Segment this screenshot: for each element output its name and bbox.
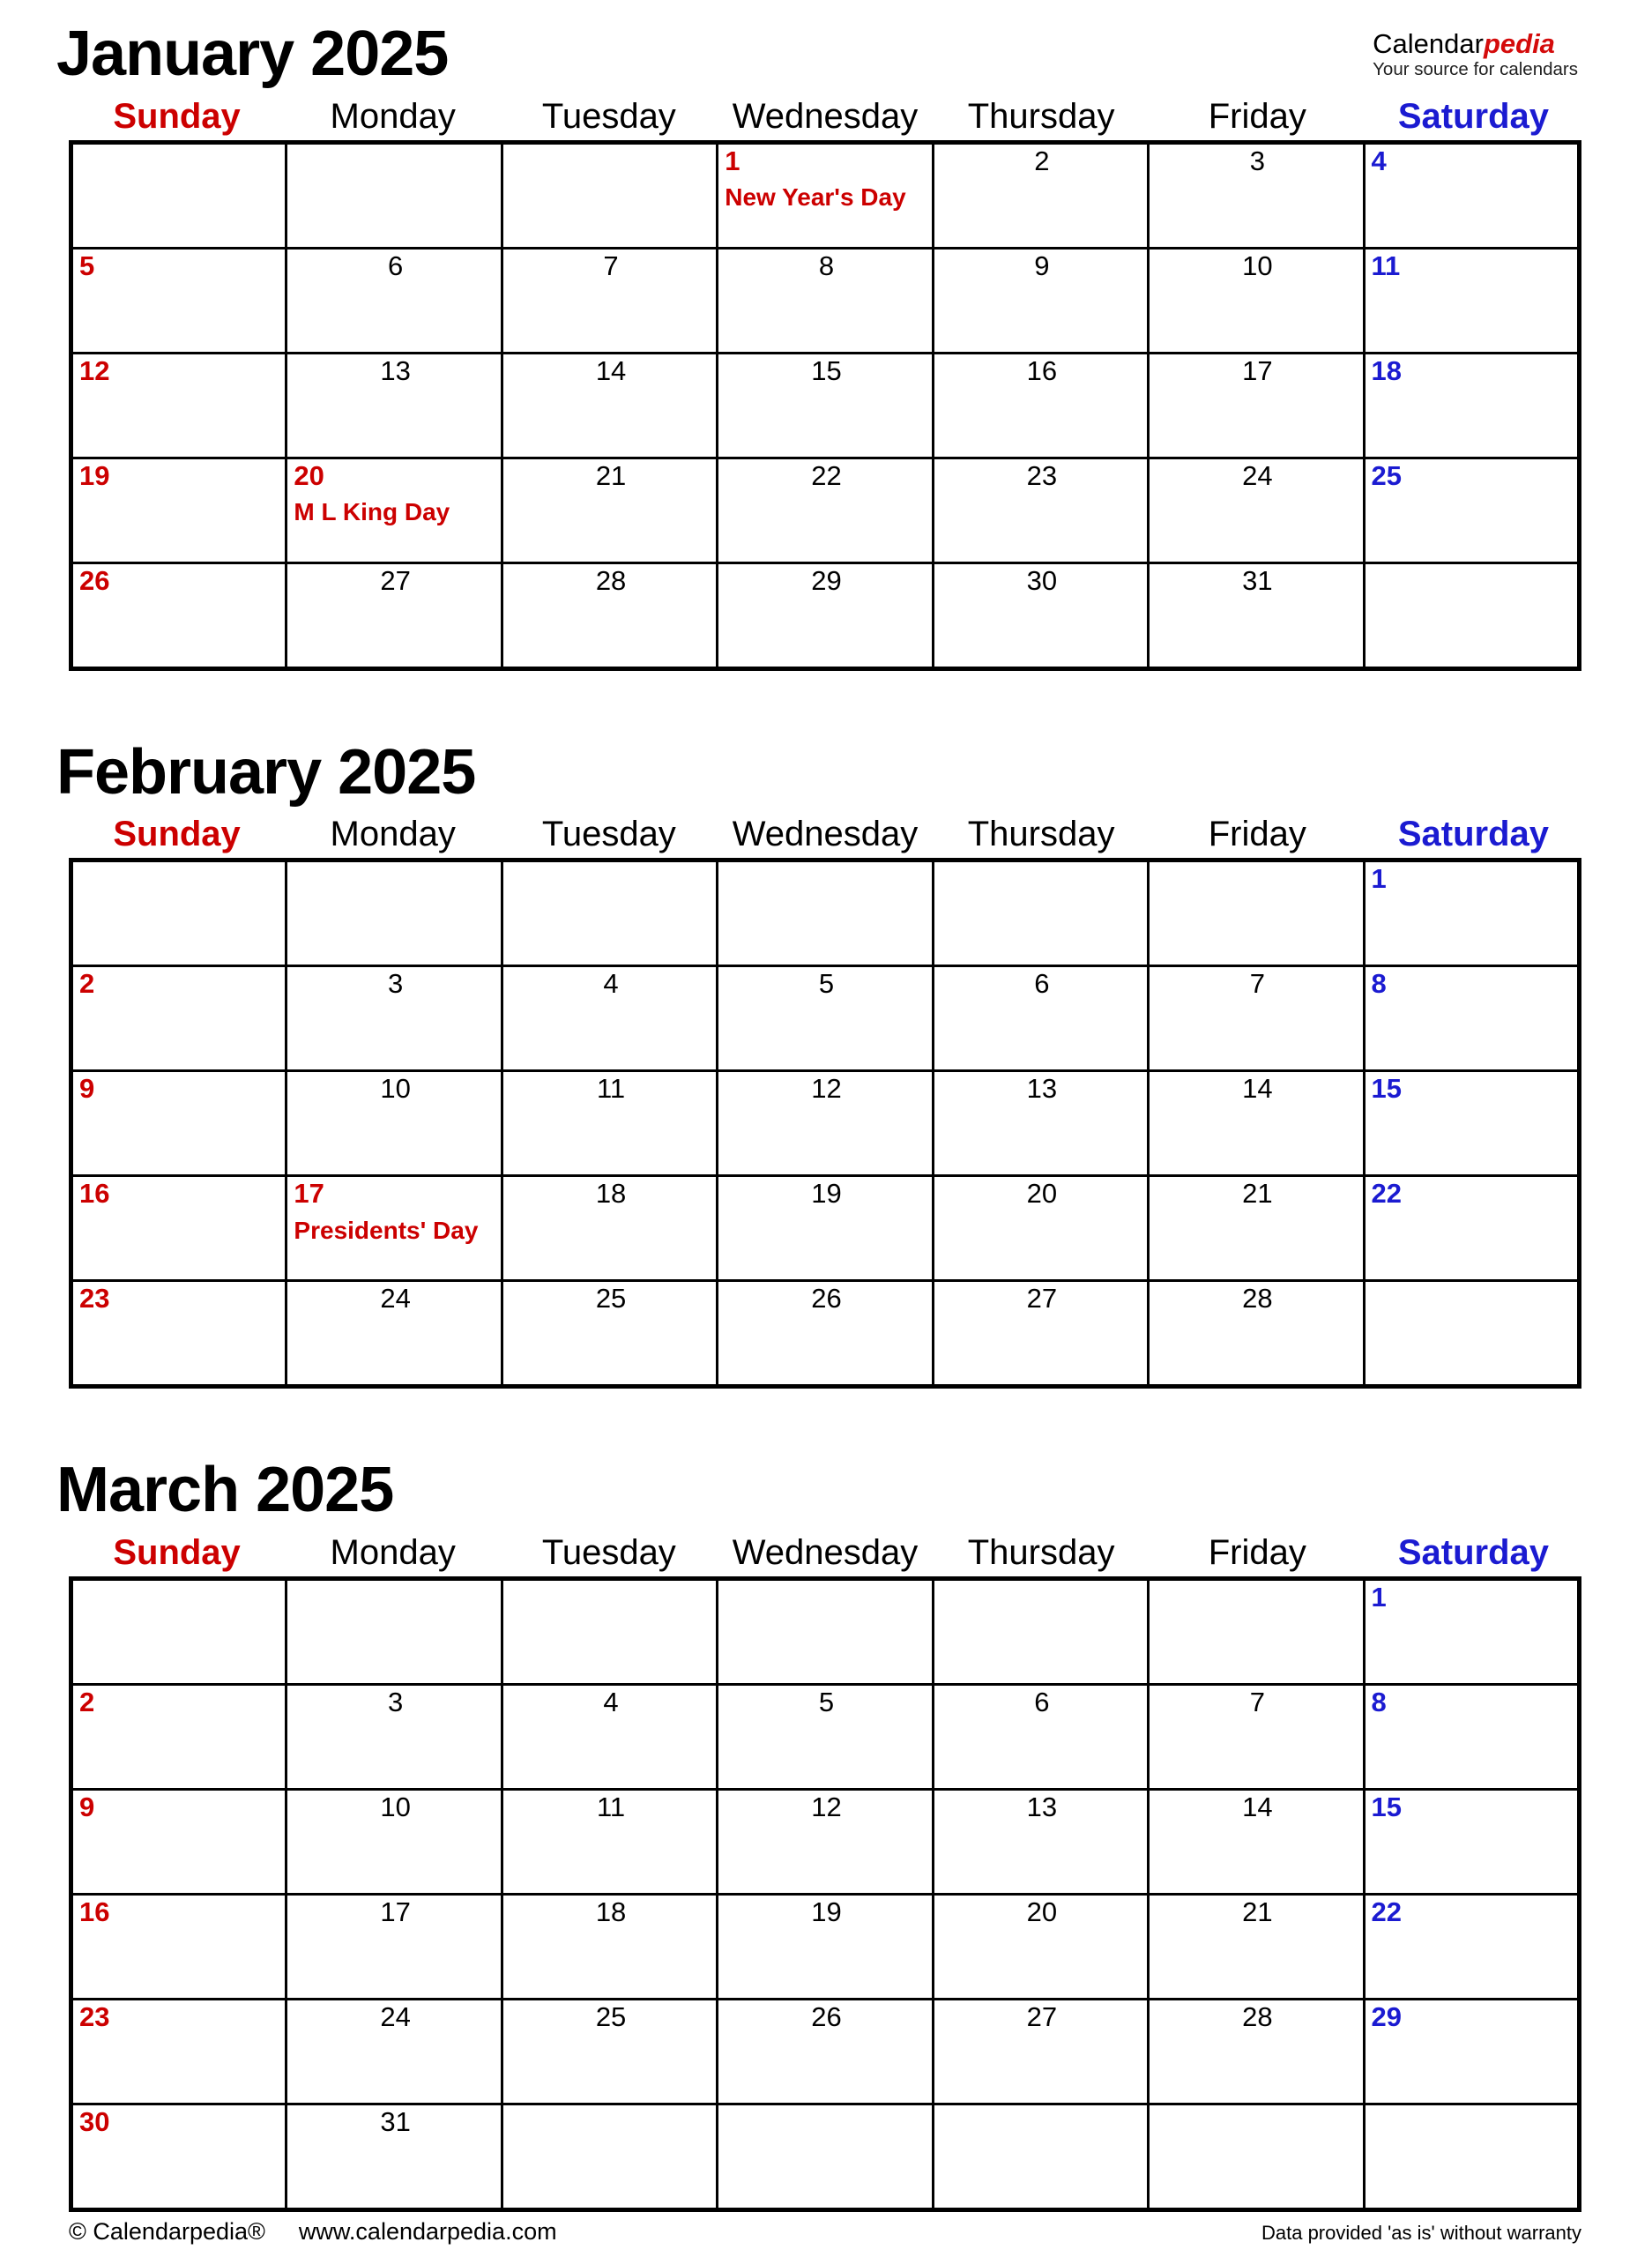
- calendar-cell: [933, 1071, 1148, 1176]
- day-number: 5: [79, 250, 95, 281]
- calendar-cell: [718, 1071, 933, 1176]
- day-number: 27: [380, 564, 411, 596]
- calendar-cell: [718, 142, 933, 248]
- day-number: 13: [1026, 1791, 1058, 1822]
- calendar-cell: [502, 1789, 717, 1894]
- calendar-cell: [1364, 1176, 1579, 1281]
- weekday-header-monday: Monday: [330, 1532, 456, 1572]
- day-number: 10: [1242, 250, 1273, 281]
- day-number: 30: [1026, 564, 1058, 596]
- day-number: 3: [388, 968, 404, 1000]
- calendar-cell: [286, 2104, 502, 2209]
- calendar-cell: [502, 1999, 717, 2104]
- day-number: 12: [811, 1073, 842, 1105]
- weekday-header-sunday: Sunday: [113, 1532, 241, 1572]
- calendar-cell: [933, 248, 1148, 353]
- weekday-header-row: [69, 815, 1581, 853]
- month-title-february: February 2025: [56, 736, 476, 808]
- day-number: 8: [1371, 968, 1387, 1000]
- day-number: 19: [811, 1896, 842, 1927]
- day-number: 5: [818, 968, 835, 1000]
- day-number: 9: [79, 1791, 95, 1822]
- day-number: 17: [294, 1178, 324, 1210]
- brand-wordmark-red: pedia: [1483, 28, 1555, 59]
- calendar-cell: [286, 1789, 502, 1894]
- calendar-cell: [933, 1578, 1148, 1684]
- calendar-cell: [286, 1071, 502, 1176]
- calendar-cell: [1364, 860, 1579, 966]
- day-number: 7: [603, 250, 619, 281]
- calendar-cell: [286, 1999, 502, 2104]
- calendar-cell: [502, 142, 717, 248]
- week-row: [71, 2104, 1580, 2209]
- day-number: 19: [79, 459, 110, 491]
- calendar-cell: [286, 458, 502, 562]
- day-number: 19: [811, 1178, 842, 1210]
- calendar-cell: [1149, 1789, 1364, 1894]
- day-number: 11: [596, 1073, 626, 1105]
- calendar-cell: [286, 966, 502, 1071]
- day-number: 8: [1371, 1686, 1387, 1717]
- day-number: 26: [79, 564, 110, 596]
- calendar-cell: [1149, 966, 1364, 1071]
- calendar-cell: [71, 458, 286, 562]
- day-number: 12: [811, 1791, 842, 1822]
- calendar-cell: [1149, 860, 1364, 966]
- month-title-march: March 2025: [56, 1455, 394, 1526]
- day-number: 16: [79, 1896, 110, 1927]
- calendar-cell: [286, 1684, 502, 1789]
- calendar-cell: [286, 860, 502, 966]
- calendar-grid-january: [69, 140, 1581, 671]
- calendar-cell: [286, 248, 502, 353]
- calendar-cell: [933, 353, 1148, 458]
- day-number: 6: [388, 250, 404, 281]
- day-number: 20: [1026, 1178, 1058, 1210]
- day-number: 29: [811, 564, 842, 596]
- calendar-cell: [718, 458, 933, 562]
- calendar-cell: [1149, 142, 1364, 248]
- calendar-cell: [71, 1999, 286, 2104]
- day-number: 23: [79, 1283, 110, 1315]
- day-number: 3: [1249, 145, 1265, 176]
- day-number: 27: [1026, 2000, 1058, 2032]
- calendar-cell: [286, 1894, 502, 1999]
- day-number: 25: [595, 1283, 627, 1315]
- calendar-cell: [71, 142, 286, 248]
- calendar-cell: [71, 1281, 286, 1387]
- day-number: 14: [1242, 1791, 1273, 1822]
- day-number: 28: [1242, 2000, 1273, 2032]
- day-number: 4: [603, 968, 619, 1000]
- calendar-cell: [1364, 1684, 1579, 1789]
- day-number: 15: [811, 354, 842, 386]
- calendar-grid-february: [69, 858, 1581, 1389]
- weekday-header-sunday: Sunday: [113, 815, 241, 854]
- brand-tagline: Your source for calendars: [1373, 58, 1578, 79]
- weekday-header-wednesday: Wednesday: [732, 815, 919, 854]
- day-number: 2: [79, 1686, 95, 1717]
- day-number: 9: [79, 1073, 95, 1105]
- calendar-cell: [1364, 1894, 1579, 1999]
- calendar-cell: [71, 1071, 286, 1176]
- day-number: 3: [388, 1686, 404, 1717]
- calendar-cell: [1149, 1684, 1364, 1789]
- month-section-february: [56, 736, 1581, 1389]
- calendar-cell: [502, 2104, 717, 2209]
- day-number: 1: [725, 145, 740, 176]
- calendar-cell: [1364, 1281, 1579, 1387]
- weekday-header-tuesday: Tuesday: [541, 1532, 676, 1572]
- brand-wordmark-black: Calendar: [1373, 28, 1484, 59]
- calendar-cell: [933, 966, 1148, 1071]
- day-number: 15: [1371, 1073, 1403, 1105]
- calendar-cell: [933, 1894, 1148, 1999]
- calendar-cell: [71, 860, 286, 966]
- day-number: 11: [1371, 250, 1401, 281]
- week-row: [71, 1894, 1580, 1999]
- calendar-cell: [1364, 248, 1579, 353]
- calendar-cell: [718, 1999, 933, 2104]
- calendar-cell: [1149, 1071, 1364, 1176]
- day-number: 4: [1371, 145, 1387, 176]
- day-number: 31: [1242, 564, 1273, 596]
- week-row: [71, 248, 1580, 353]
- day-number: 31: [380, 2105, 411, 2137]
- weekday-header-friday: Friday: [1208, 96, 1306, 136]
- calendar-cell: [71, 2104, 286, 2209]
- day-number: 7: [1249, 968, 1265, 1000]
- calendar-cell: [1149, 562, 1364, 668]
- week-row: [71, 1578, 1580, 1684]
- calendar-cell: [502, 1071, 717, 1176]
- day-number: 28: [595, 564, 627, 596]
- footer-left: [69, 2218, 557, 2246]
- weekday-header-friday: Friday: [1208, 815, 1306, 854]
- calendar-cell: [1364, 2104, 1579, 2209]
- weekday-header-monday: Monday: [330, 96, 456, 136]
- calendar-cell: [718, 1578, 933, 1684]
- weekday-header-thursday: Thursday: [967, 96, 1115, 136]
- calendar-cell: [286, 1176, 502, 1281]
- holiday-label: M L King Day: [294, 498, 450, 526]
- day-number: 1: [1371, 1581, 1387, 1613]
- day-number: 26: [811, 1283, 842, 1315]
- calendar-cell: [502, 458, 717, 562]
- calendar-cell: [1364, 353, 1579, 458]
- calendar-cell: [502, 860, 717, 966]
- calendar-cell: [71, 1894, 286, 1999]
- day-number: 23: [79, 2000, 110, 2032]
- weekday-header-saturday: Saturday: [1397, 815, 1549, 854]
- footer: [69, 2218, 1581, 2246]
- month-title-january: January 2025: [56, 19, 449, 89]
- calendar-cell: [502, 1894, 717, 1999]
- calendar-cell: [71, 966, 286, 1071]
- calendar-cell: [1364, 1071, 1579, 1176]
- calendar-cell: [933, 1789, 1148, 1894]
- calendar-cell: [1149, 1894, 1364, 1999]
- weekday-header-saturday: Saturday: [1397, 96, 1549, 136]
- calendar-cell: [71, 1684, 286, 1789]
- day-number: 2: [1034, 145, 1050, 176]
- calendar-cell: [933, 1176, 1148, 1281]
- day-number: 23: [1026, 459, 1058, 491]
- calendar-cell: [71, 1176, 286, 1281]
- day-number: 6: [1034, 968, 1050, 1000]
- calendar-cell: [1149, 458, 1364, 562]
- calendar-cell: [1149, 353, 1364, 458]
- day-number: 24: [380, 2000, 411, 2032]
- calendar-cell: [286, 1281, 502, 1387]
- week-row: [71, 142, 1580, 248]
- week-row: [71, 1071, 1580, 1176]
- calendar-cell: [718, 1894, 933, 1999]
- calendar-cell: [286, 353, 502, 458]
- day-number: 27: [1026, 1283, 1058, 1315]
- week-row: [71, 562, 1580, 668]
- day-number: 20: [294, 459, 324, 491]
- week-row: [71, 1281, 1580, 1387]
- calendar-cell: [933, 562, 1148, 668]
- day-number: 8: [818, 250, 835, 281]
- day-number: 17: [380, 1896, 411, 1927]
- day-number: 13: [380, 354, 411, 386]
- day-number: 20: [1026, 1896, 1058, 1927]
- calendar-cell: [286, 142, 502, 248]
- calendar-cell: [71, 562, 286, 668]
- weekday-header-friday: Friday: [1208, 1532, 1306, 1572]
- day-number: 22: [811, 459, 842, 491]
- calendar-cell: [718, 2104, 933, 2209]
- day-number: 5: [818, 1686, 835, 1717]
- calendar-cell: [718, 966, 933, 1071]
- day-number: 18: [1371, 354, 1403, 386]
- calendar-cell: [71, 1578, 286, 1684]
- calendar-cell: [933, 458, 1148, 562]
- calendar-cell: [71, 248, 286, 353]
- day-number: 14: [1242, 1073, 1273, 1105]
- day-number: 1: [1371, 863, 1387, 895]
- calendar-cell: [71, 353, 286, 458]
- calendar-cell: [718, 1684, 933, 1789]
- weekday-header-monday: Monday: [330, 815, 456, 854]
- day-number: 18: [595, 1896, 627, 1927]
- day-number: 22: [1371, 1178, 1403, 1210]
- day-number: 13: [1026, 1073, 1058, 1105]
- calendar-cell: [718, 1176, 933, 1281]
- calendar-cell: [1149, 2104, 1364, 2209]
- day-number: 10: [380, 1791, 411, 1822]
- day-number: 2: [79, 968, 95, 1000]
- calendar-cell: [718, 1281, 933, 1387]
- calendar-cell: [1149, 248, 1364, 353]
- calendar-cell: [502, 248, 717, 353]
- calendar-cell: [502, 1281, 717, 1387]
- month-section-january: [56, 19, 1581, 671]
- calendar-cell: [1364, 1999, 1579, 2104]
- day-number: 17: [1242, 354, 1273, 386]
- day-number: 6: [1034, 1686, 1050, 1717]
- calendar-cell: [1364, 966, 1579, 1071]
- calendar-cell: [502, 1176, 717, 1281]
- calendar-cell: [1364, 1578, 1579, 1684]
- calendar-cell: [502, 562, 717, 668]
- day-number: 14: [595, 354, 627, 386]
- month-section-march: [56, 1455, 1581, 2212]
- calendar-cell: [502, 1684, 717, 1789]
- calendar-cell: [286, 1578, 502, 1684]
- day-number: 7: [1249, 1686, 1265, 1717]
- weekday-header-saturday: Saturday: [1397, 1532, 1549, 1572]
- calendar-cell: [1364, 458, 1579, 562]
- calendar-cell: [71, 1789, 286, 1894]
- day-number: 28: [1242, 1283, 1273, 1315]
- day-number: 11: [596, 1791, 626, 1822]
- day-number: 26: [811, 2000, 842, 2032]
- calendar-cell: [1364, 142, 1579, 248]
- day-number: 12: [79, 354, 110, 386]
- calendar-cell: [1149, 1176, 1364, 1281]
- weekday-header-thursday: Thursday: [967, 1532, 1115, 1572]
- holiday-label: New Year's Day: [725, 183, 906, 212]
- calendar-cell: [1149, 1999, 1364, 2104]
- calendar-cell: [933, 1999, 1148, 2104]
- holiday-label: Presidents' Day: [294, 1216, 479, 1244]
- calendar-cell: [502, 1578, 717, 1684]
- day-number: 21: [1242, 1896, 1273, 1927]
- day-number: 29: [1371, 2000, 1403, 2032]
- day-number: 18: [595, 1178, 627, 1210]
- calendar-cell: [1364, 1789, 1579, 1894]
- calendar-cell: [718, 562, 933, 668]
- calendar-cell: [718, 353, 933, 458]
- calendar-cell: [933, 142, 1148, 248]
- calendar-cell: [1149, 1578, 1364, 1684]
- weekday-header-tuesday: Tuesday: [541, 815, 676, 854]
- day-number: 24: [1242, 459, 1273, 491]
- weekday-header-row: [69, 97, 1581, 136]
- day-number: 25: [595, 2000, 627, 2032]
- footer-url: www.calendarpedia.com: [298, 2217, 557, 2245]
- day-number: 16: [1026, 354, 1058, 386]
- calendar-cell: [718, 248, 933, 353]
- week-row: [71, 458, 1580, 562]
- week-row: [71, 1176, 1580, 1281]
- calendar-cell: [933, 1281, 1148, 1387]
- calendar-cell: [718, 1789, 933, 1894]
- calendar-cell: [502, 353, 717, 458]
- calendar-cell: [933, 1684, 1148, 1789]
- week-row: [71, 1999, 1580, 2104]
- day-number: 24: [380, 1283, 411, 1315]
- weekday-header-thursday: Thursday: [967, 815, 1115, 854]
- calendar-cell: [502, 966, 717, 1071]
- weekday-header-wednesday: Wednesday: [732, 1532, 919, 1572]
- weekday-header-tuesday: Tuesday: [541, 96, 676, 136]
- week-row: [71, 353, 1580, 458]
- calendar-cell: [718, 860, 933, 966]
- calendar-grid-march: [69, 1576, 1581, 2212]
- footer-copyright: © Calendarpedia®: [69, 2217, 265, 2245]
- week-row: [71, 966, 1580, 1071]
- calendar-cell: [933, 2104, 1148, 2209]
- week-row: [71, 1684, 1580, 1789]
- calendar-cell: [933, 860, 1148, 966]
- weekday-header-wednesday: Wednesday: [732, 96, 919, 136]
- calendar-cell: [1149, 1281, 1364, 1387]
- day-number: 21: [1242, 1178, 1273, 1210]
- week-row: [71, 1789, 1580, 1894]
- weekday-header-sunday: Sunday: [113, 96, 241, 136]
- day-number: 15: [1371, 1791, 1403, 1822]
- day-number: 9: [1034, 250, 1050, 281]
- calendar-cell: [286, 562, 502, 668]
- day-number: 4: [603, 1686, 619, 1717]
- weekday-header-row: [69, 1533, 1581, 1572]
- day-number: 25: [1371, 459, 1403, 491]
- day-number: 30: [79, 2105, 110, 2137]
- week-row: [71, 860, 1580, 966]
- day-number: 10: [380, 1073, 411, 1105]
- day-number: 21: [595, 459, 627, 491]
- footer-disclaimer: Data provided 'as is' without warranty: [1261, 2221, 1581, 2244]
- day-number: 22: [1371, 1896, 1403, 1927]
- calendar-cell: [1364, 562, 1579, 668]
- day-number: 16: [79, 1178, 110, 1210]
